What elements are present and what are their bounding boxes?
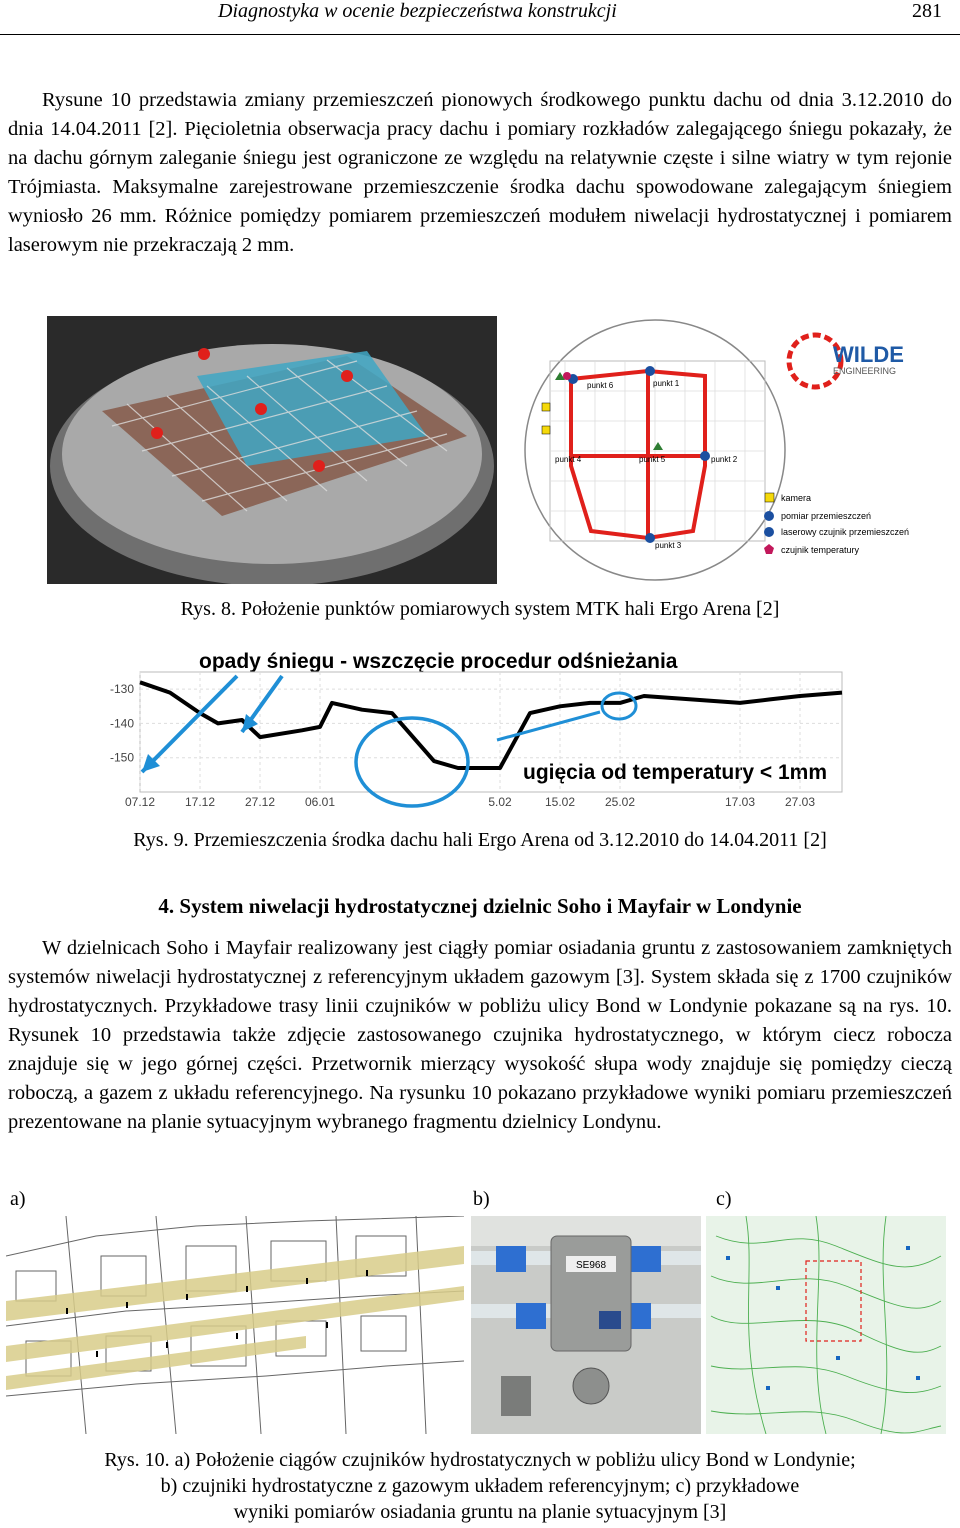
legend-temperature: czujnik temperatury [781, 545, 860, 555]
plan-point-5: punkt 5 [639, 455, 666, 464]
fig9-x-tick-label: 17.12 [184, 795, 216, 809]
fig10-caption-line3: wyniki pomiarów osiadania gruntu na planie sytuacyjnym [3] [233, 1501, 727, 1523]
fig8-caption: Rys. 8. Położenie punktów pomiarowych system MTK hali Ergo Arena [2] [180, 598, 780, 620]
fig9-caption: Rys. 9. Przemieszczenia środka dachu hali Ergo Arena od 3.12.2010 do 14.04.2011 [2] [133, 829, 827, 851]
fig9-chart [100, 642, 860, 818]
fig10a-map [6, 1216, 464, 1434]
fig8-plan [515, 316, 915, 584]
section-heading: 4. System niwelacji hydrostatycznej dzielnic Soho i Mayfair w Londynie [158, 894, 802, 918]
fig9-annotation-top: opady śniegu - wszczęcie procedur odśnieżania [199, 650, 678, 673]
legend-laser: laserowy czujnik przemieszczeń [781, 527, 910, 537]
logo-text-1: WILDE [833, 342, 904, 367]
fig9-x-tick-label: 27.12 [244, 795, 276, 809]
fig9-x-tick-label: 06.01 [304, 795, 336, 809]
fig10-label-c: c) [716, 1188, 732, 1210]
fig9-x-tick-label: 27.03 [784, 795, 816, 809]
logo-text-2: ENGINEERING [833, 366, 897, 376]
fig10b-sensor-photo [471, 1216, 701, 1434]
plan-point-4: punkt 4 [555, 455, 582, 464]
plan-point-6: punkt 6 [587, 381, 614, 390]
sensor-label: SE968 [575, 1260, 607, 1271]
fig9-x-tick-label: 5.02 [488, 795, 512, 809]
fig8-roof-model [47, 316, 497, 584]
legend-camera: kamera [781, 493, 812, 503]
intro-paragraph [8, 86, 952, 260]
fig10-label-b: b) [473, 1188, 490, 1210]
fig10-caption-line1: Rys. 10. a) Położenie ciągów czujników hydrostatycznych w pobliżu ulicy Bond w Londynie; [104, 1449, 856, 1471]
fig9-x-tick-label: 25.02 [604, 795, 636, 809]
page-header [0, 0, 960, 35]
plan-point-1: punkt 1 [653, 379, 680, 388]
wilde-logo [789, 335, 904, 387]
fig9-y-tick-label: -150 [109, 750, 134, 765]
fig10-caption-line2: b) czujniki hydrostatyczne z gazowym układem referencyjnym; c) przykładowe [160, 1475, 800, 1497]
running-title: Diagnostyka w ocenie bezpieczeństwa konstrukcji [218, 0, 617, 22]
plan-point-2: punkt 2 [711, 455, 738, 464]
intro-text: Rysune 10 przedstawia zmiany przemieszczeń pionowych środkowego punktu dachu od dnia 3.12.2010 do dnia 14.04.2011 [2]. Pięcioletnia obserwacja pracy dachu i pomiary rozkładów zalegającego śniegu pokazały, że na dachu górnym zaleganie śniegu jest ograniczone ze względu na relatywnie częste i silne wiatry w tym rejonie Trójmiasta. Maksymalne zarejestrowane przemieszczenie środka dachu spowodowane zalegającym śniegiem wyniosło 26 mm. Różnice pomiędzy pomiarem przemieszczeń modułem niwelacji hydrostatycznej i pomiarem laserowym nie przekraczają 2 mm. [8, 89, 952, 256]
fig9-y-tick-label: -130 [109, 682, 134, 697]
plan-legend [764, 493, 909, 555]
page-number: 281 [912, 0, 942, 22]
fig9-x-tick-label: 15.02 [544, 795, 576, 809]
fig10-label-a: a) [10, 1188, 26, 1210]
plan-point-3: punkt 3 [655, 541, 682, 550]
fig9-x-tick-label: 17.03 [724, 795, 756, 809]
fig9-annotation-bottom: ugięcia od temperatury < 1mm [523, 761, 828, 784]
fig10c-contour-plan [706, 1216, 946, 1434]
legend-displacement: pomiar przemieszczeń [781, 511, 872, 521]
fig9-x-tick-label: 07.12 [124, 795, 156, 809]
section-text: W dzielnicach Soho i Mayfair realizowany jest ciągły pomiar osiadania gruntu z zastosowaniem zamkniętych systemów niwelacji hydrostatycznej z referencyjnym układem gazowym [3]. System składa się z 1700 czujników hydrostatycznych. Przykładowe trasy linii czujników w pobliżu ulicy Bond w Londynie pokazane są na rys. 10. Rysunek 10 przedstawia także zdjęcie zastosowanego czujnika hydrostatycznego, w którym ciecz robocza znajduje się w jego górnej części. Przetwornik mierzący wysokość słupa wody znajduje się pomiędzy cieczą roboczą, a gazem z układu referencyjnego. Na rysunku 10 pokazano przykładowe wyniki pomiaru przemieszczeń prezentowane na planie sytuacyjnym wybranego fragmentu dzielnicy Londynu. [8, 937, 952, 1133]
section-paragraph [8, 934, 952, 1137]
fig9-y-tick-label: -140 [109, 716, 134, 731]
fig9-callouts [142, 676, 636, 806]
